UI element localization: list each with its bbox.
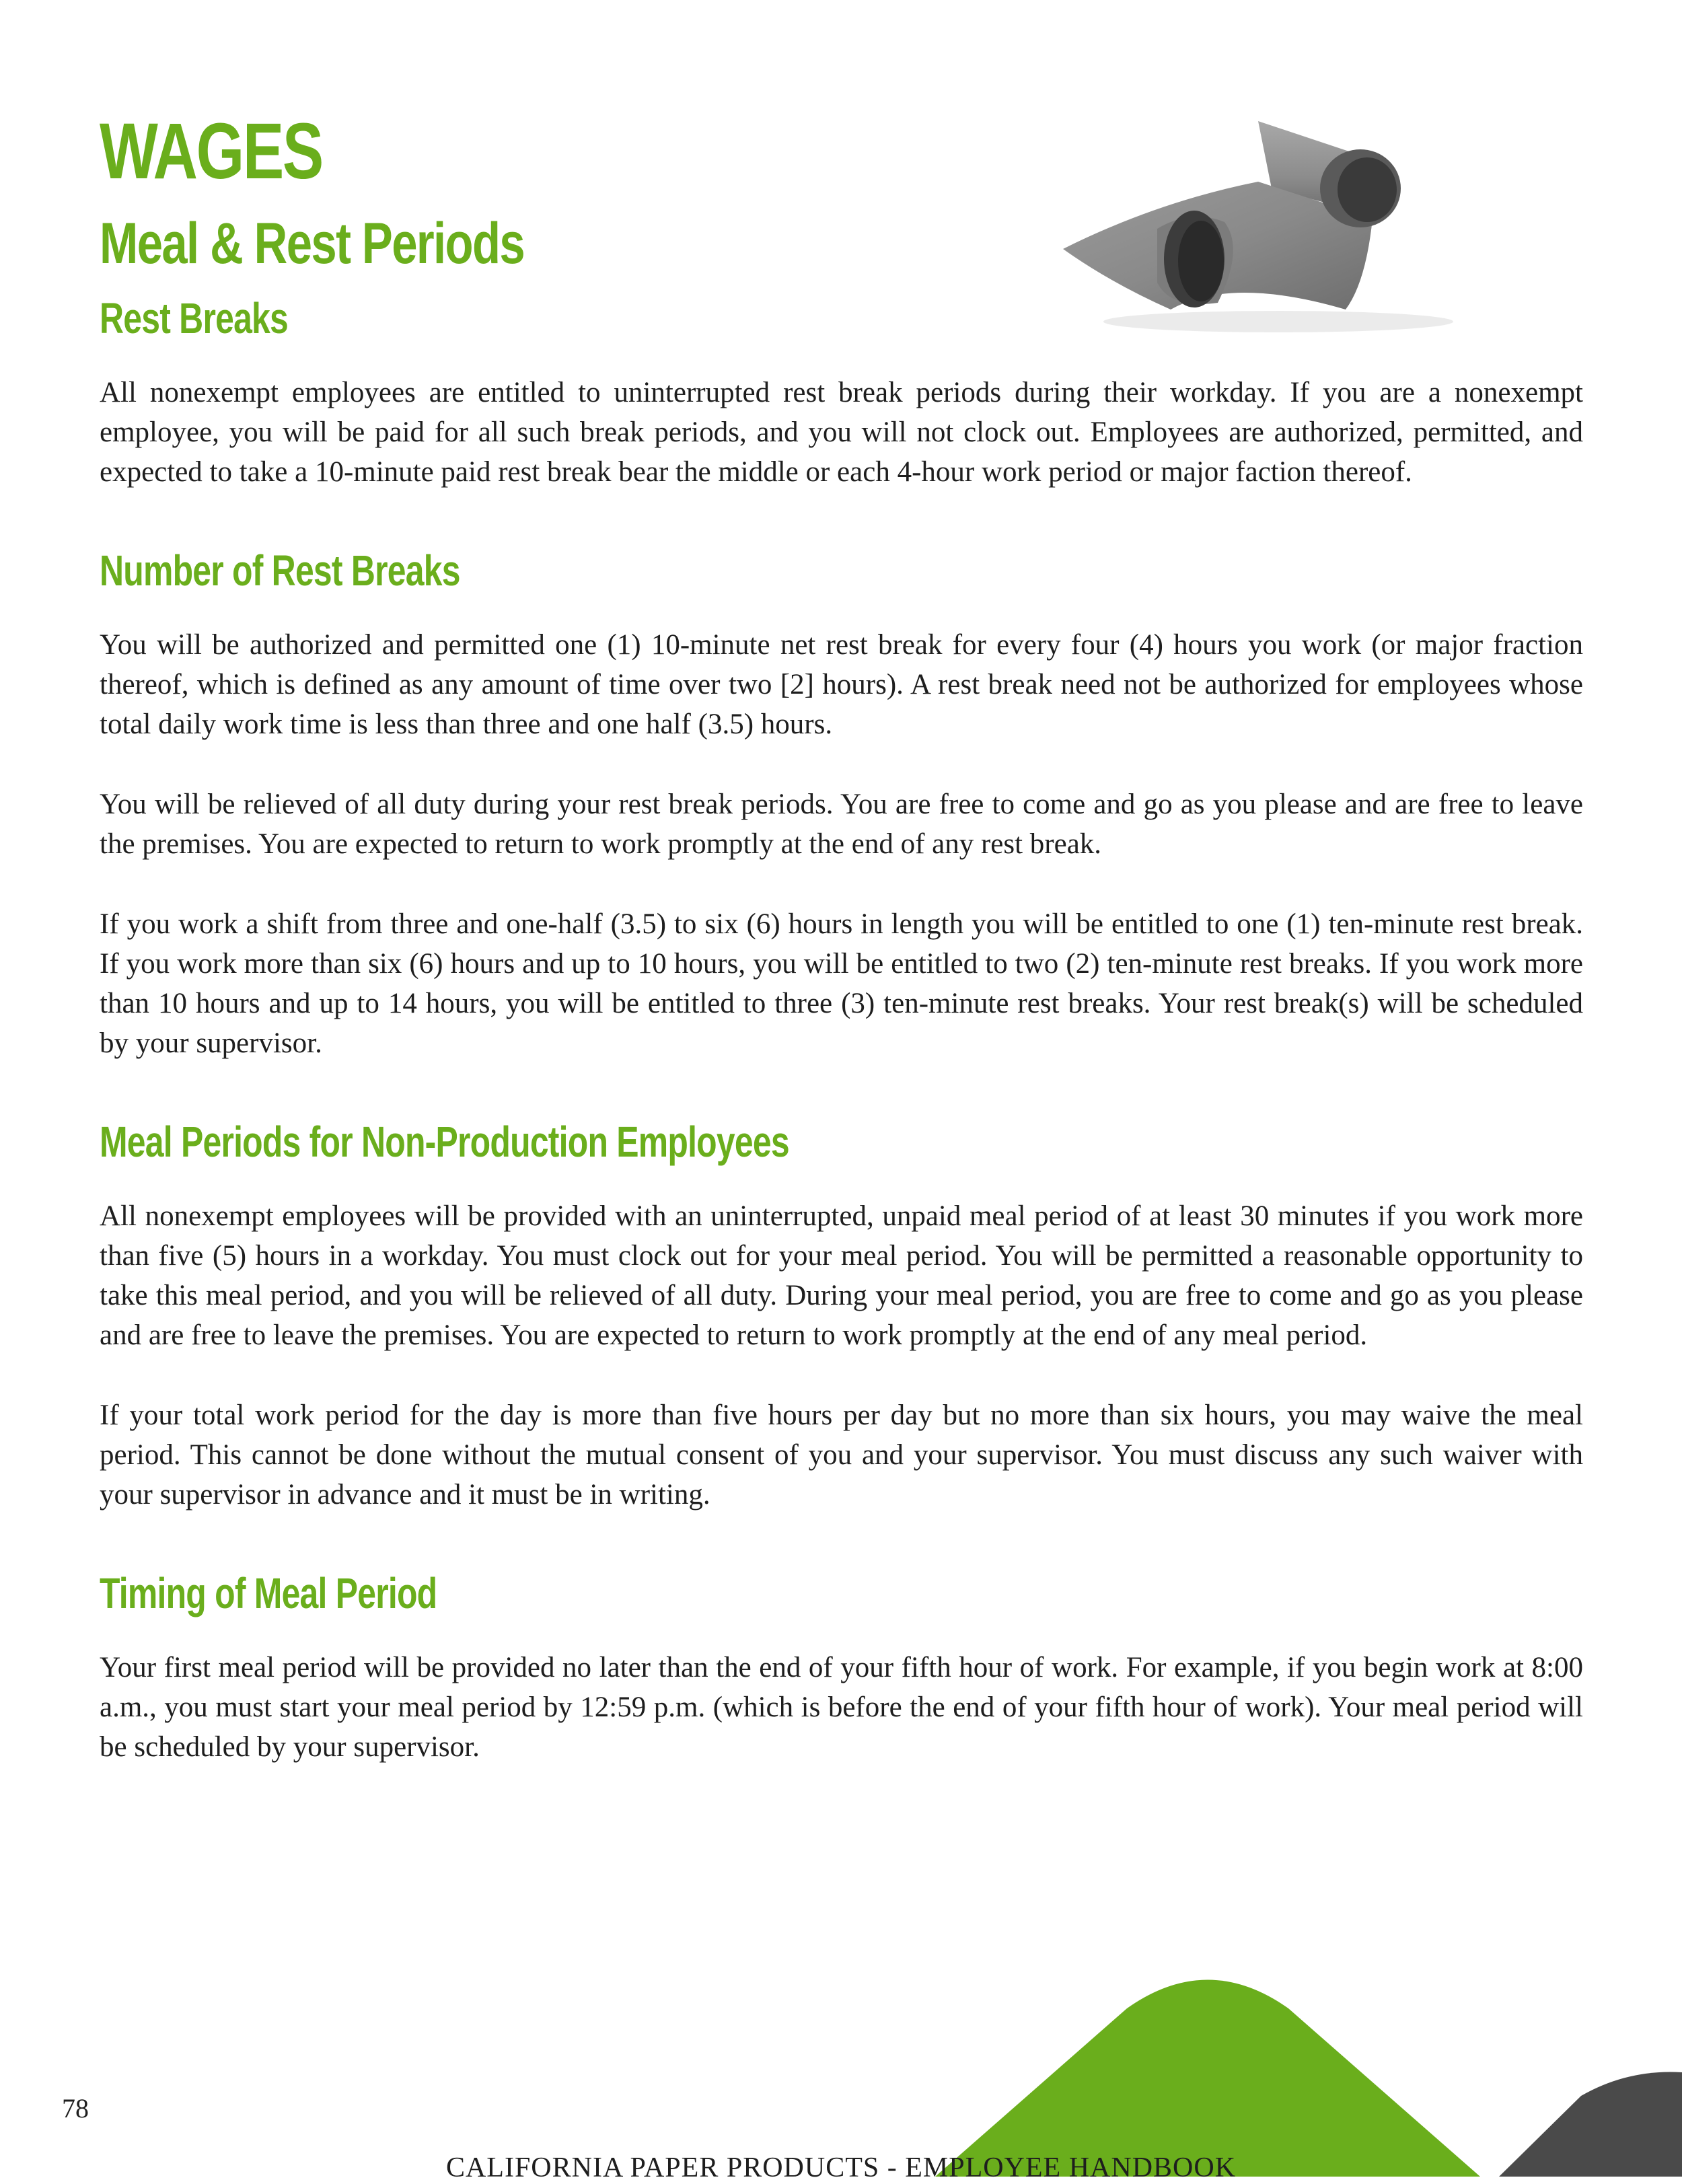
paragraph: You will be relieved of all duty during your rest break periods. You are free to come and go as you please and are free to leave the premises. You are expected to return to work promptly at the end of any rest break. bbox=[100, 789, 1583, 860]
page-subtitle: Meal & Rest Periods bbox=[100, 211, 525, 276]
paragraph: If you work a shift from three and one-half (3.5) to six (6) hours in length you will be entitled to one (1) ten-minute rest break. If you work more than six (6) hours and up to 10 hours, you will be entitled to two (2) ten-minute rest breaks. If you work more than 10 hours and up to 14 hours, you will be entitled to three (3) ten-minute rest breaks. Your rest break(s) will be scheduled by your supervisor. bbox=[100, 908, 1583, 1059]
page-number: 78 bbox=[62, 2093, 89, 2123]
paragraph: If your total work period for the day is more than five hours per day but no more than six hours, you may waive the meal period. This cannot be done without the mutual consent of you and your supervisor. You must discuss any such waiver with your supervisor in advance and it must be in writing. bbox=[100, 1399, 1583, 1510]
section-heading-rest-breaks: Rest Breaks bbox=[100, 294, 289, 342]
section-heading-number-of-rest-breaks: Number of Rest Breaks bbox=[100, 546, 460, 595]
page-title: WAGES bbox=[100, 107, 322, 196]
section-heading-timing-of-meal-period: Timing of Meal Period bbox=[100, 1569, 437, 1617]
paragraph: You will be authorized and permitted one (1) 10-minute net rest break for every four (4) hours you work (or major fraction thereof, which is defined as any amount of time over two [2] hours). A rest break need not be authorized for employees whose total daily work time is less than three and one half (3.5) hours. bbox=[100, 629, 1583, 740]
paragraph: All nonexempt employees will be provided with an uninterrupted, unpaid meal period of at least 30 minutes if you work more than five (5) hours in a workday. You must clock out for your meal period. You will be permitted a reasonable opportunity to take this meal period, and you will be relieved of all duty. During your meal period, you are free to come and go as you please and are free to leave the premises. You are expected to return to work promptly at the end of any meal period. bbox=[100, 1200, 1583, 1351]
paragraph: All nonexempt employees are entitled to uninterrupted rest break periods during their workday. If you are a nonexempt employee, you will be paid for all such break periods, and you will not clock out. Employees are authorized, permitted, and expected to take a 10-minute paid rest break bear the middle or each 4-hour work period or major faction thereof. bbox=[100, 377, 1583, 488]
section-heading-meal-periods: Meal Periods for Non-Production Employees bbox=[100, 1118, 789, 1166]
paragraph: Your first meal period will be provided no later than the end of your fifth hour of work. For example, if you begin work at 8:00 a.m., you must start your meal period by 12:59 p.m. (which is before the end of your fifth hour of work). Your meal period will be scheduled by your supervisor. bbox=[100, 1652, 1583, 1763]
footer-text: CALIFORNIA PAPER PRODUCTS - EMPLOYEE HANDBOOK bbox=[445, 2152, 1237, 2183]
